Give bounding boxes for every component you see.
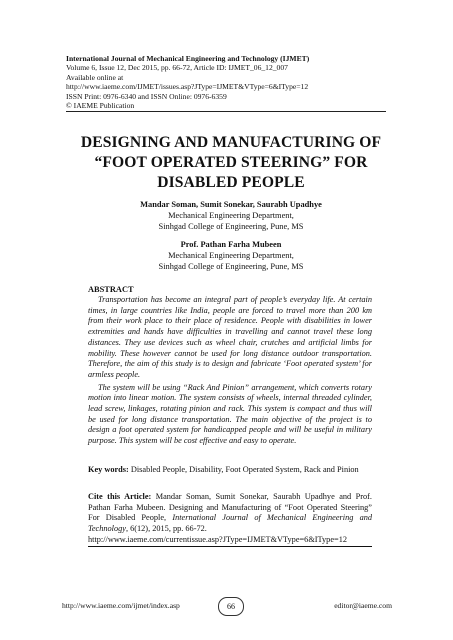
paper-title bbox=[66, 133, 396, 193]
title-line: “FOOT OPERATED STEERING” FOR bbox=[94, 154, 368, 171]
author2-college: Sinhgad College of Engineering, Pune, MS bbox=[158, 262, 304, 271]
author-names: Mandar Soman, Sumit Sonekar, Saurabh Upadhye bbox=[140, 200, 322, 209]
citation bbox=[88, 492, 372, 547]
journal-header bbox=[66, 54, 396, 112]
author2-name: Prof. Pathan Farha Mubeen bbox=[180, 240, 282, 249]
issue-url[interactable]: http://www.iaeme.com/IJMET/issues.asp?JType=IJMET&VType=6&IType=12 bbox=[66, 82, 309, 92]
author2-department: Mechanical Engineering Department, bbox=[168, 251, 294, 260]
keywords-label: Key words: bbox=[88, 465, 129, 474]
page-footer bbox=[62, 597, 392, 615]
page-number: 66 bbox=[218, 597, 244, 616]
cite-volume: , 6(12), 2015, pp. 66-72. bbox=[125, 524, 207, 534]
volume-line: Volume 6, Issue 12, Dec 2015, pp. 66-72, Article ID: IJMET_06_12_007 bbox=[66, 63, 288, 73]
abstract-heading: ABSTRACT bbox=[88, 285, 134, 294]
cite-label: Cite this Article: bbox=[88, 492, 152, 501]
journal-title: International Journal of Mechanical Engineering and Technology (IJMET) bbox=[66, 54, 310, 63]
author2-block bbox=[66, 239, 396, 272]
publisher-line: © IAEME Publication bbox=[66, 101, 135, 111]
keywords-text: Disabled People, Disability, Foot Operated System, Rack and Pinion bbox=[130, 465, 359, 474]
keywords bbox=[88, 465, 372, 476]
abstract-paragraph: Transportation has become an integral part of people’s everyday life. At certain times, in large countries like India, people are forced to travel more than 200 km from their work place to their place of residence. People with disabilities in lower extremities and hands have difficulties in travelling and cannot travel these long distances. They use devices such as wheel chair, crutches and artificial limbs for mobility. These however cannot be used for long distance outdoor transportation. Therefore, the aim of this study is to design and fabricate ‘Foot operated system’ for armless people. bbox=[88, 295, 372, 379]
available-online: Available online at bbox=[66, 72, 124, 82]
author-college: Sinhgad College of Engineering, Pune, MS bbox=[158, 222, 304, 231]
author-block bbox=[66, 199, 396, 232]
issn-line: ISSN Print: 0976-6340 and ISSN Online: 0976-6359 bbox=[66, 91, 227, 101]
cite-text: Mandar Soman, Sumit Sonekar, Saurabh Upadhye and Prof. Pathan Farha Mubeen. Designing and Manufacturing of “Foot Operated Steering” For Disabled People, bbox=[88, 492, 372, 523]
title-line: DISABLED PEOPLE bbox=[157, 174, 305, 191]
author-department: Mechanical Engineering Department, bbox=[168, 211, 294, 220]
title-line: DESIGNING AND MANUFACTURING OF bbox=[80, 134, 382, 151]
abstract-body bbox=[88, 295, 372, 447]
cite-url[interactable]: http://www.iaeme.com/currentissue.asp?JType=IJMET&VType=6&IType=12 bbox=[88, 535, 372, 547]
footer-email[interactable]: editor@iaeme.com bbox=[334, 601, 392, 610]
cite-journal: International Journal of Mechanical Engineering and Technology bbox=[88, 513, 373, 534]
abstract-paragraph: The system will be using “Rack And Pinion” arrangement, which converts rotary motion into linear motion. The system consists of wheels, internal threaded cylinder, lead screw, linkages, rotating pinion and rack. This system is compact and thus will be used for long distance transportation. The main objective of the project is to design a foot operated system for handicapped people and will be useful in military purpose. This system will be cost effective and easy to operate. bbox=[88, 382, 372, 446]
header-rule bbox=[66, 111, 386, 112]
footer-url[interactable]: http://www.iaeme.com/ijmet/index.asp bbox=[62, 601, 180, 610]
